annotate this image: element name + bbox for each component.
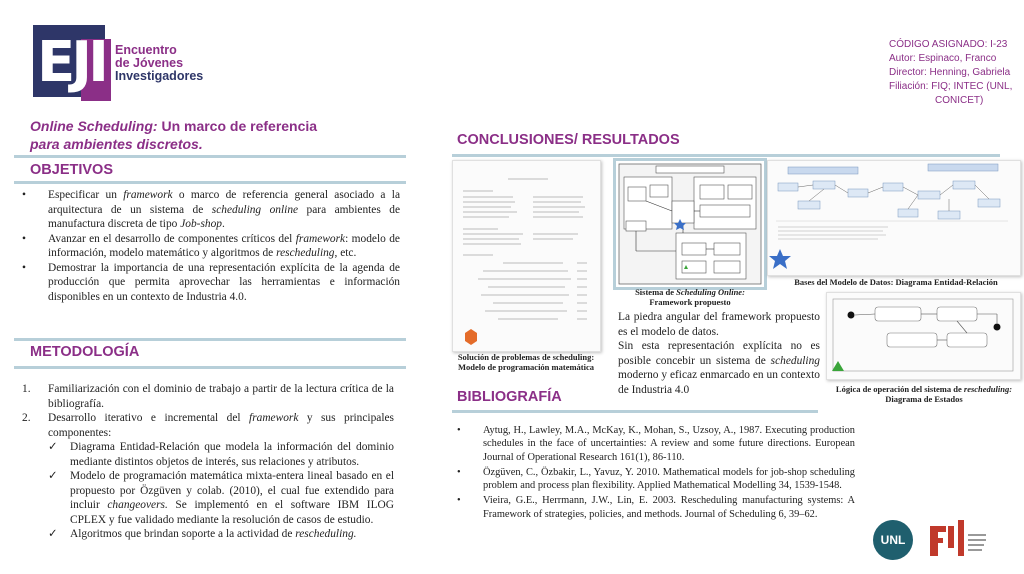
metodologia-heading: METODOLOGÍA — [30, 344, 140, 360]
title-rule — [14, 155, 406, 158]
framework-diagram — [616, 161, 764, 287]
bibliografia-rule — [452, 410, 818, 413]
title-rest: Un marco de referencia — [157, 118, 318, 134]
logo-line1: Encuentro — [115, 43, 177, 57]
fig3-caption: Bases del Modelo de Datos: Diagrama Entidad-Relación — [794, 277, 998, 287]
metodologia-item: 2. Desarrollo iterativo e incremental del framework y sus principales componentes: ✓ Diagrama Entidad-Relación que modela la información del dominio mediante distintos objetos de interés, sus relaciones y atributos. ✓ Modelo de programación matemática mixta-entera lineal basado en el propuesto por Özgüven y colab. (2010), el cual fue extendido para incluir changeovers. Se implementó en el software IBM ILOG CPLEX y fue validado mediante la resolución de casos de estudio. ✓ Algoritmos que brindan soporte a la actividad de rescheduling. — [22, 412, 394, 540]
conclusiones-rule — [452, 154, 1000, 157]
math-model-page — [453, 161, 600, 351]
objetivo-item: • Demostrar la importancia de una representación explícita de la agenda de producción que permita aprovechar las herramientas e información disponibles en un contexto de Industria 4.0. — [22, 261, 400, 303]
state-diagram — [827, 293, 1020, 379]
metodologia-rule — [14, 366, 406, 369]
objetivos-list — [22, 188, 400, 304]
state-diagram-figure — [826, 292, 1021, 380]
metodologia-subitem: ✓ Modelo de programación matemática mixta-entera lineal basado en el propuesto por Özgüven y colab. (2010), el cual fue extendido para incluir changeovers. Se implementó en el software IBM ILOG CPLEX y fue validado mediante la resolución de casos de estudio. — [48, 470, 394, 526]
author-block — [889, 38, 1019, 108]
logo-line3: Investigadores — [115, 69, 204, 83]
framework-figure — [613, 158, 767, 290]
metodologia-item: 1. Familiarización con el dominio de trabajo a partir de la lectura crítica de la bibliografía. — [22, 383, 394, 410]
poster-title — [30, 117, 360, 153]
conclusiones-heading: CONCLUSIONES/ RESULTADOS — [457, 132, 680, 148]
objetivo-item: • Avanzar en el desarrollo de componentes críticos del framework: modelo de información, modelo matemático y algoritmos de rescheduling, etc. — [22, 232, 400, 259]
objetivos-rule — [14, 181, 406, 184]
reference-item: • Vieira, G.E., Herrmann, J.W., Lin, E. 2003. Rescheduling manufacturing systems: A Framework of strategies, policies, and methods. Journal of Scheduling 6, 39–62. — [457, 495, 855, 520]
reference-item: • Özgüven, C., Özbakir, L., Yavuz, Y. 2010. Mathematical models for job-shop scheduling problem and process plan flexibility. Applied Mathematical Modelling 34, 1539-1548. — [457, 466, 855, 492]
math-model-figure — [452, 160, 601, 352]
director-name: Director: Henning, Gabriela — [889, 67, 1011, 78]
metodologia-subitem: ✓ Diagrama Entidad-Relación que modela la información del dominio mediante distintos objetos de interés, sus relaciones y atributos. — [48, 441, 394, 468]
conclusion-text-2: Sin esta representación explícita no es posible concebir un sistema de scheduling moderno y eficaz enmarcado en un contexto de Industria 4.0 — [618, 340, 820, 396]
fig1-caption: Solución de problemas de scheduling: Modelo de programación matemática — [457, 352, 595, 372]
objetivos-heading: OBJETIVOS — [30, 162, 113, 178]
author-name: Autor: Espinaco, Franco — [889, 53, 997, 64]
unl-logo: UNL — [873, 520, 913, 560]
er-diagram — [768, 161, 1020, 275]
eji-logo — [33, 25, 203, 103]
metodologia-subitem: ✓ Algoritmos que brindan soporte a la actividad de rescheduling. — [48, 528, 357, 540]
title-line2: para ambientes discretos. — [30, 136, 203, 152]
metodologia-rule-top — [14, 338, 406, 341]
logo-letters: EJI — [37, 30, 105, 95]
logo-line2: de Jóvenes — [115, 56, 184, 70]
bibliografia-heading: BIBLIOGRAFÍA — [457, 389, 562, 405]
reference-item: • Aytug, H., Lawley, M.A., McKay, K., Mohan, S., Uzsoy, A., 1987. Executing production schedules in the face of uncertainties: A review and some future directions. European Journal of Operational Research 161(1), 86-110. — [457, 425, 855, 463]
affiliation: Filiación: FIQ; INTEC (UNL, — [889, 81, 1013, 92]
er-diagram-figure — [767, 160, 1021, 276]
fig4-caption: Lógica de operación del sistema de rescheduling: Diagrama de Estados — [835, 384, 1013, 404]
conclusion-text-1: La piedra angular del framework propuesto es el modelo de datos. — [618, 311, 820, 338]
assigned-code: CÓDIGO ASIGNADO: I-23 — [889, 39, 1008, 50]
fuv-logo — [928, 518, 988, 562]
objetivo-item: • Especificar un framework o marco de referencia general asociado a la arquitectura de un sistema de scheduling online para ambientes de manufactura discreta de tipo Job-shop. — [22, 189, 401, 230]
affiliation-2: CONICET) — [935, 95, 984, 106]
bibliografia-list — [457, 424, 855, 521]
conclusion-text — [618, 310, 820, 397]
metodologia-list — [22, 382, 394, 542]
title-italic: Online Scheduling: — [30, 118, 158, 134]
fig2-caption: Sistema de Scheduling Online: Framework propuesto — [635, 287, 745, 307]
